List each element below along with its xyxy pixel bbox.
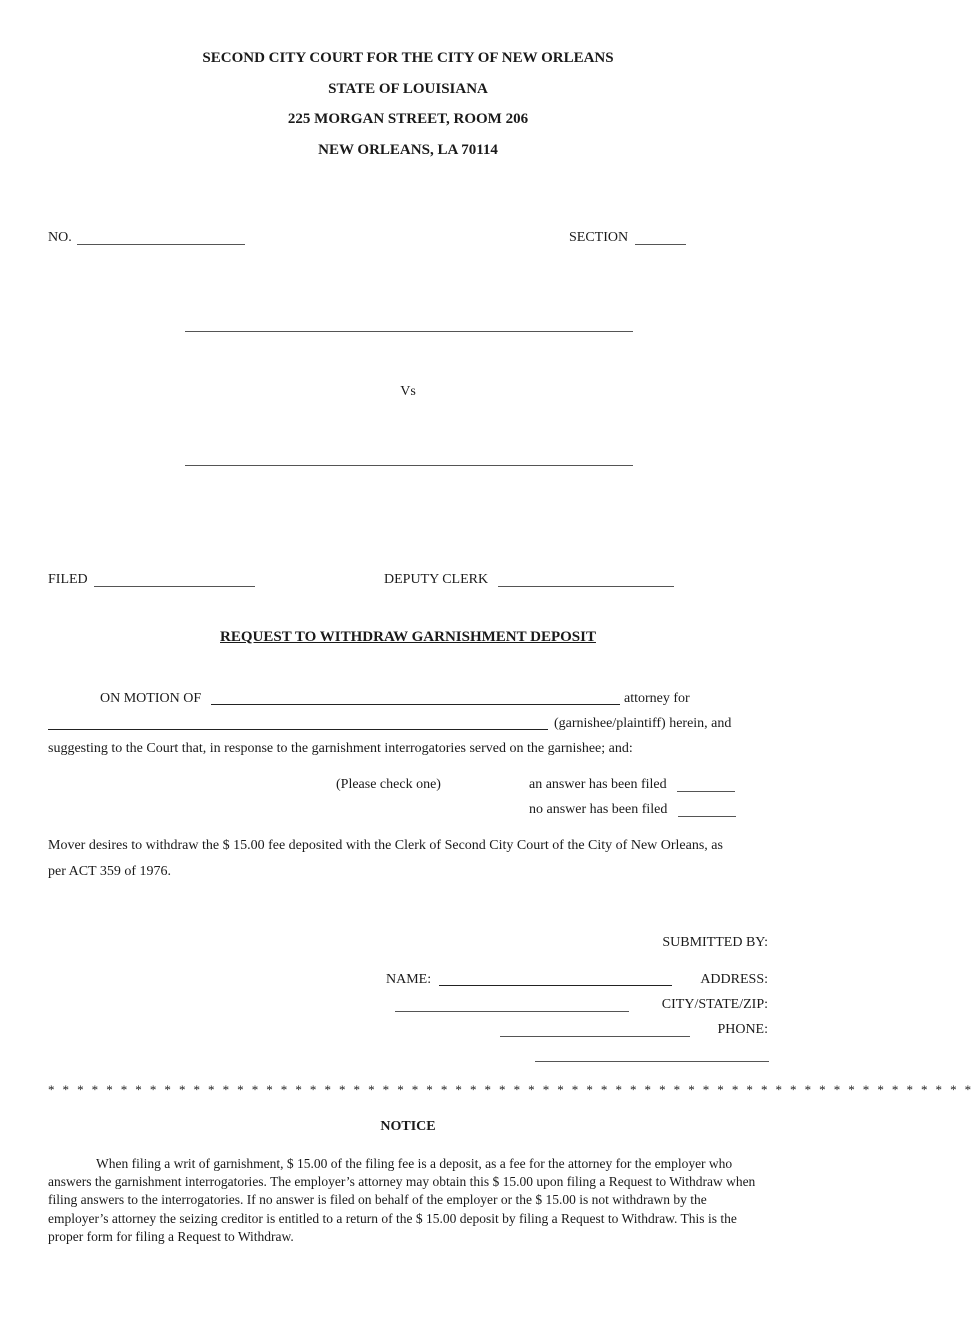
- notice-body-text: When filing a writ of garnishment, $ 15.00 of the filing fee is a deposit, as a fee for the attorney for the employer who answers the garnishment interrogatories. The employer’s attorney may obtain this $ 15.00 upon filing a Request to Withdraw when filing answers to the interrogatories. If no answer is filed on behalf of the employer or the $ 15.00 is not withdrawn by the employer’s attorney the seizing creditor is entitled to a return of the $ 15.00 deposit by filing a Request to Withdraw. This is the proper form for filing a Request to Withdraw.: [48, 1156, 756, 1244]
- no-answer-filed-label: no answer has been filed: [529, 802, 668, 817]
- case-no-label: NO.: [48, 230, 72, 245]
- on-motion-of-label: ON MOTION OF: [100, 691, 202, 706]
- party-name-field[interactable]: [48, 729, 548, 730]
- attorney-name-field[interactable]: [211, 704, 620, 705]
- address-label: ADDRESS:: [700, 972, 768, 987]
- please-check-label: (Please check one): [336, 777, 441, 792]
- plaintiff-field[interactable]: [185, 331, 633, 332]
- mover-text-line2: per ACT 359 of 1976.: [48, 864, 172, 879]
- address-field[interactable]: [395, 1011, 629, 1012]
- star-separator: * * * * * * * * * * * * * * * * * * * * * * * * * * * * * * * * * * * * * * * * * * * * * * * * * * * * * * * * * * * * * * * *: [48, 1082, 974, 1097]
- no-answer-filed-checkbox[interactable]: [678, 816, 736, 817]
- notice-body: [48, 1155, 764, 1246]
- case-no-field[interactable]: [77, 244, 245, 245]
- name-field[interactable]: [439, 985, 672, 986]
- phone-field[interactable]: [535, 1061, 769, 1062]
- defendant-field[interactable]: [185, 465, 633, 466]
- deputy-clerk-label: DEPUTY CLERK: [384, 572, 489, 587]
- form-title: REQUEST TO WITHDRAW GARNISHMENT DEPOSIT: [220, 629, 596, 645]
- notice-title: NOTICE: [380, 1119, 436, 1134]
- court-address: 225 MORGAN STREET, ROOM 206: [287, 111, 529, 127]
- submitted-by-label: SUBMITTED BY:: [662, 935, 768, 950]
- city-state-zip-field[interactable]: [500, 1036, 690, 1037]
- phone-label: PHONE:: [717, 1022, 768, 1037]
- state-name: STATE OF LOUISIANA: [328, 81, 488, 97]
- name-label: NAME:: [386, 972, 432, 987]
- section-field[interactable]: [635, 244, 686, 245]
- vs-label: Vs: [400, 384, 416, 399]
- filed-field[interactable]: [94, 586, 255, 587]
- mover-text-line1: Mover desires to withdraw the $ 15.00 fee deposited with the Clerk of Second City Court of the City of New Orleans, as: [48, 838, 723, 853]
- garnishee-plaintiff-label: (garnishee/plaintiff) herein, and: [554, 716, 732, 731]
- attorney-for-label: attorney for: [624, 691, 690, 706]
- court-name: SECOND CITY COURT FOR THE CITY OF NEW ORLEANS: [202, 50, 614, 66]
- court-city: NEW ORLEANS, LA 70114: [318, 142, 498, 158]
- filed-label: FILED: [48, 572, 88, 587]
- answer-filed-label: an answer has been filed: [529, 777, 667, 792]
- city-state-zip-label: CITY/STATE/ZIP:: [661, 997, 768, 1012]
- section-label: SECTION: [569, 230, 629, 245]
- suggesting-text: suggesting to the Court that, in response to the garnishment interrogatories served on the garnishee; and:: [48, 741, 633, 756]
- answer-filed-checkbox[interactable]: [677, 791, 735, 792]
- deputy-clerk-field[interactable]: [498, 586, 674, 587]
